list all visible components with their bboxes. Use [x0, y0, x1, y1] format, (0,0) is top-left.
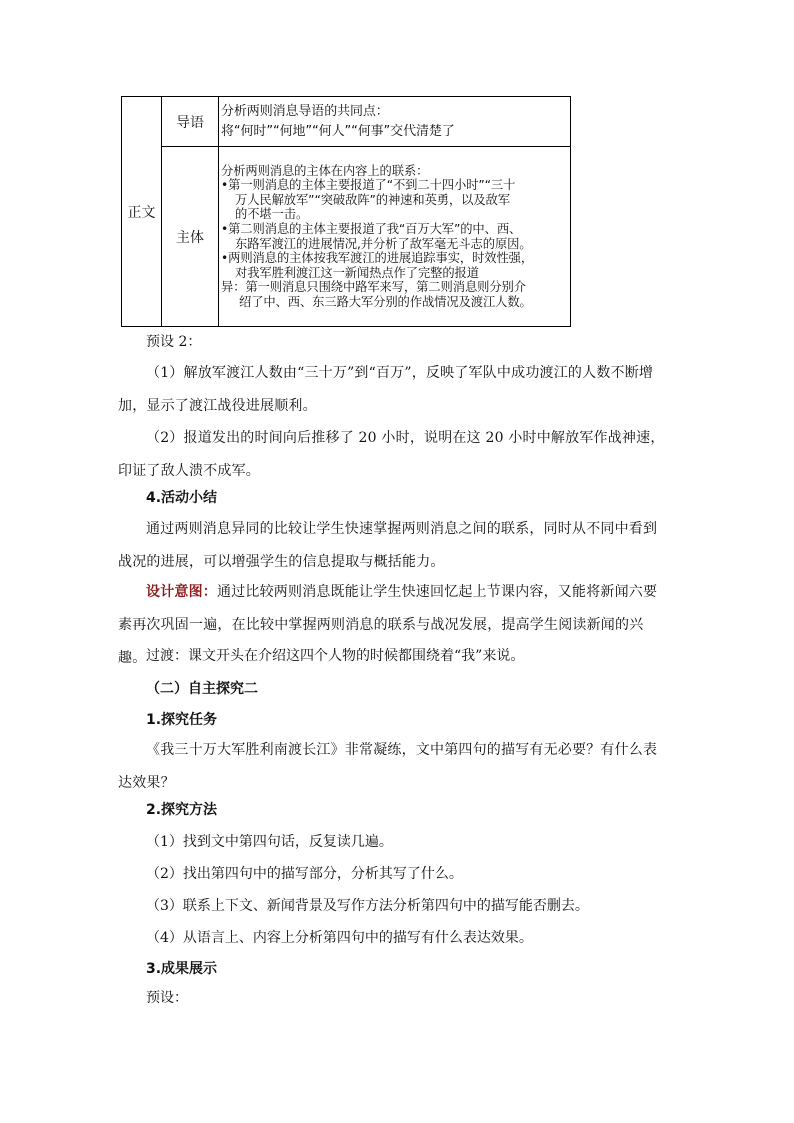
preset2-item-2: （2）报道发出的时间向后推移了 20 小时，说明在这 20 小时中解放军作战神速，印证了敌人溃不成军。 — [118, 430, 665, 479]
section-label: 正文 — [127, 204, 156, 221]
analysis-table — [121, 96, 571, 327]
lead-label: 导语 — [176, 114, 204, 131]
summary-text: 通过两则消息异同的比较让学生快速掌握两则消息之间的联系，同时从不同中看到战况的进展，可以增强学生的信息提取与概括能力。 — [118, 521, 658, 570]
preset2-item-1: （1）解放军渡江人数由“三十万”到“百万”，反映了军队中成功渡江的人数不断增加，显示了渡江战役进展顺利。 — [118, 365, 654, 414]
body-bullet-3-line-2: 对我军胜利渡江这一新闻热点作了完整的报道 — [235, 265, 479, 280]
body-bullet-3-line-1: •两则消息的主体按我军渡江的进展追踪事实，时效性强， — [221, 251, 534, 266]
result-preset: 预设： — [146, 990, 188, 1006]
method-heading: 2.探究方法 — [146, 802, 218, 818]
section-label-cell — [122, 97, 162, 327]
method-item-1: （1）找到文中第四句话，反复读几遍。 — [146, 834, 393, 850]
body-bullet-1-line-1: •第一则消息的主体主要报道了“不到二十四小时”“三十 — [221, 178, 516, 193]
lead-content-cell — [219, 97, 571, 147]
task-text: 《我三十万大军胜利南渡长江》非常凝练，文中第四句的描写有无必要？有什么表达效果？ — [118, 742, 658, 791]
body-label-cell — [162, 147, 219, 327]
table-row-lead — [122, 97, 571, 147]
result-heading: 3.成果展示 — [146, 961, 218, 977]
body-content-cell — [219, 147, 571, 327]
transition-text: 过渡：课文开头在介绍这四个人物的时候都围绕着“我”来说。 — [146, 648, 525, 664]
section2-heading: （二）自主探究二 — [146, 681, 258, 697]
body-bullet-2-line-2: 东路军渡江的进展情况,并分析了敌军毫无斗志的原因。 — [235, 236, 532, 251]
lead-label-cell — [162, 97, 219, 147]
lead-line-1: 分析两则消息导语的共同点： — [221, 103, 389, 119]
method-item-4: （4）从语言上、内容上分析第四句中的描写有什么表达效果。 — [146, 930, 533, 946]
body-diff-line-1: 异：第一则消息只围绕中路军来写，第二则消息则分别介 — [221, 280, 526, 295]
table-row-body — [122, 147, 571, 327]
body-bullet-2-line-1: •第二则消息的主体主要报道了我“百万大军”的中、西、 — [221, 221, 522, 236]
lead-line-2: 将“何时”“何地”“何人”“何事”交代清楚了 — [221, 123, 455, 139]
preset2-title: 预设 2： — [146, 334, 202, 350]
body-intro: 分析两则消息的主体在内容上的联系： — [221, 163, 429, 178]
body-bullet-1-line-2: 万人民解放军”“突破敌阵”的神速和英勇，以及敌军 — [235, 192, 510, 207]
body-bullet-1-line-3: 的不堪一击。 — [235, 207, 309, 222]
method-item-2: （2）找出第四句中的描写部分，分析其写了什么。 — [146, 866, 463, 882]
design-intent-text: 通过比较两则消息既能让学生快速回忆起上节课内容，又能将新闻六要素再次巩固一遍，在比较中掌握两则消息的联系与战况发展，提高学生阅读新闻的兴趣。 — [118, 584, 658, 666]
body-label: 主体 — [176, 229, 204, 246]
body-diff-line-2: 绍了中、西、东三路大军分别的作战情况及渡江人数。 — [239, 294, 532, 309]
task-heading: 1.探究任务 — [146, 712, 218, 728]
method-item-3: （3）联系上下文、新闻背景及写作方法分析第四句中的描写能否删去。 — [146, 898, 589, 914]
summary-heading: 4.活动小结 — [146, 490, 218, 506]
design-intent-label: 设计意图： — [146, 584, 217, 600]
